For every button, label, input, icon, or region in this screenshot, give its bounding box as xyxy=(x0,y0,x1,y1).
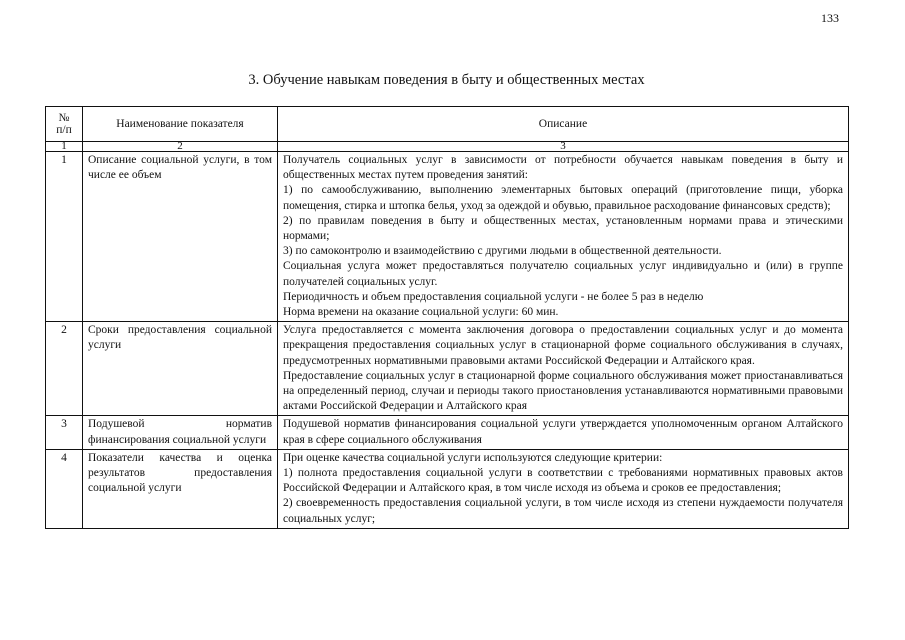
indicator-description xyxy=(278,152,849,322)
description-paragraph: Периодичность и объем предоставления социальной услуги - не более 5 раз в неделю xyxy=(283,290,704,303)
description-paragraph: 3) по самоконтролю и взаимодействию с другими людьми в общественной деятельности. xyxy=(283,245,722,258)
description-paragraph: Норма времени на оказание социальной услуги: 60 мин. xyxy=(283,306,559,319)
page-number: 133 xyxy=(821,11,839,25)
indicator-description xyxy=(278,322,849,416)
indicator-description xyxy=(278,416,849,449)
column-index-row xyxy=(46,142,849,152)
description-paragraph: 1) полнота предоставления социальной услуги в соответствии с требованиями нормативных правовых актов Российской Федерации и Алтайского края, в том числе исходя из объема и сроков ее предоставления; xyxy=(283,467,843,495)
indicator-name: Показатели качества и оценка результатов предоставления социальной услуги xyxy=(83,449,278,528)
description-paragraph: Социальная услуга может предоставляться получателю социальных услуг индивидуально и (или) в группе получателей социальных услуг. xyxy=(283,260,843,288)
header-indicator-name: Наименование показателя xyxy=(83,107,278,142)
table-row xyxy=(46,416,849,449)
description-paragraph: 2) своевременность предоставления социальной услуги, в том числе исходя из степени нуждаемости получателя социальных услуг; xyxy=(283,497,843,525)
row-number: 4 xyxy=(46,449,83,528)
description-paragraph: 1) по самообслуживанию, выполнению элементарных бытовых операций (приготовление пищи, уборка помещения, стирка и штопка белья, уход за одеждой и обувью, правильное расходование финансовых средств); xyxy=(283,184,843,212)
indicator-name: Сроки предоставления социальной услуги xyxy=(83,322,278,416)
indicator-description xyxy=(278,449,849,528)
column-index-2: 2 xyxy=(83,142,278,152)
table-row xyxy=(46,449,849,528)
description-paragraph: Получатель социальных услуг в зависимости от потребности обучается навыкам поведения в быту и общественных местах путем проведения занятий: xyxy=(283,154,843,182)
column-index-1: 1 xyxy=(46,142,83,152)
column-index-3: 3 xyxy=(278,142,849,152)
table-header-row xyxy=(46,107,849,142)
header-num-line2: п/п xyxy=(56,124,72,136)
description-paragraph: 2) по правилам поведения в быту и общественных местах, установленным нормами права и этическими нормами; xyxy=(283,214,843,243)
row-number: 1 xyxy=(46,152,83,322)
indicator-table xyxy=(45,106,849,529)
header-num xyxy=(46,107,83,142)
indicator-name: Описание социальной услуги, в том числе ее объем xyxy=(83,152,278,322)
row-number: 2 xyxy=(46,322,83,416)
table-row xyxy=(46,322,849,416)
header-num-line1: № xyxy=(58,112,70,124)
section-title: 3. Обучение навыкам поведения в быту и общественных местах xyxy=(248,72,645,88)
description-paragraph: Подушевой норматив финансирования социальной услуги утверждается уполномоченным органом Алтайского края в сфере социального обслуживания xyxy=(283,418,843,446)
indicator-name: Подушевой норматив финансирования социальной услуги xyxy=(83,416,278,449)
row-number: 3 xyxy=(46,416,83,449)
description-paragraph: При оценке качества социальной услуги используются следующие критерии: xyxy=(283,451,663,464)
header-description: Описание xyxy=(278,107,849,142)
description-paragraph: Предоставление социальных услуг в стационарной форме социального обслуживания может приостанавливаться на определенный период, случаи и периоды такого приостановления устанавливаются нормативными правовыми актами Российской Федерации и Алтайского края xyxy=(283,369,843,413)
table-row xyxy=(46,152,849,322)
description-paragraph: Услуга предоставляется с момента заключения договора о предоставлении социальных услуг и до момента прекращения предоставления социальных услуг в стационарной форме социального обслуживания в случаях, предусмотренных нормативными правовыми актами Российской Федерации и Алтайского края. xyxy=(283,324,843,367)
